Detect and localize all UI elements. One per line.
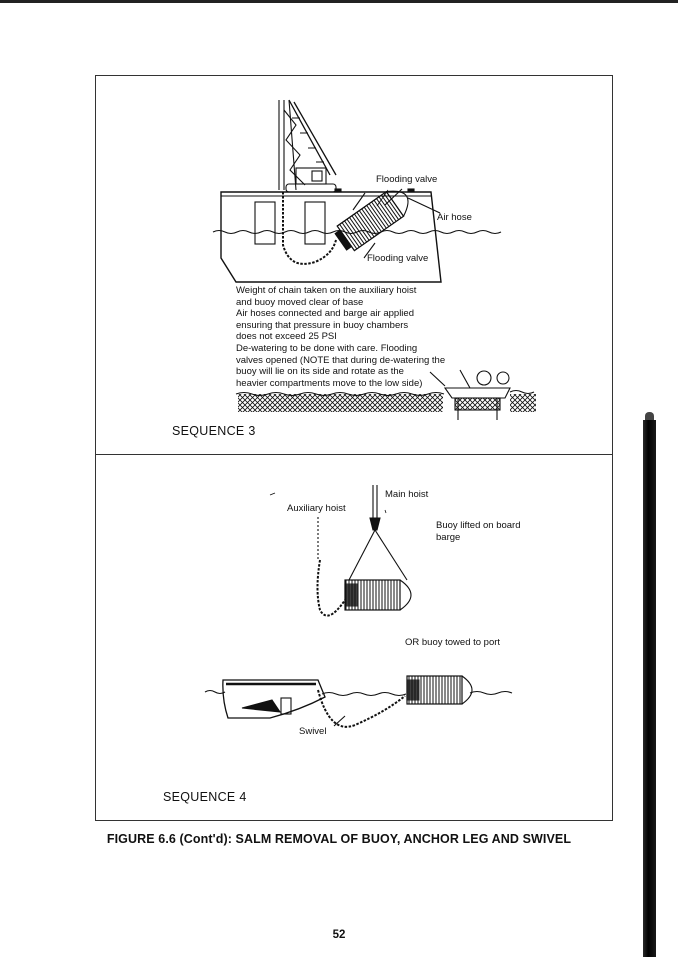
label-main-hoist: Main hoist — [385, 489, 429, 500]
sequence4-title: SEQUENCE 4 — [163, 790, 247, 804]
label-towed-to-port: OR buoy towed to port — [405, 637, 501, 648]
note-line: Weight of chain taken on the auxiliary hoist — [236, 285, 417, 296]
label-air-hose: Air hose — [437, 212, 472, 223]
tow-barge — [223, 680, 325, 718]
note-line: and buoy moved clear of base — [236, 296, 364, 308]
note-line: buoy will lie on its side and rotate as the — [236, 366, 404, 378]
note-line: Air hoses connected and barge air applied — [236, 308, 414, 320]
tow-chain — [318, 690, 405, 727]
sequence3-notes — [236, 285, 445, 389]
buoy-on-side-seq3 — [332, 184, 440, 258]
buoy-lifted-seq4 — [345, 580, 411, 610]
label-flooding-valve-bottom: Flooding valve — [367, 253, 429, 264]
figure-caption: FIGURE 6.6 (Cont'd): SALM REMOVAL OF BUOY, ANCHOR LEG AND SWIVEL — [106, 832, 572, 846]
label-flooding-valve-top: Flooding valve — [376, 174, 438, 185]
page-number: 52 — [332, 929, 346, 941]
label-buoy-lifted-line1: Buoy lifted on board — [436, 520, 521, 531]
auxiliary-hoist-line — [318, 517, 346, 616]
label-auxiliary-hoist: Auxiliary hoist — [287, 503, 346, 514]
barge-crane — [279, 100, 336, 192]
note-line: does not exceed 25 PSI — [236, 331, 337, 343]
note-line: valves opened (NOTE that during de-watering the — [236, 354, 446, 366]
anchor-chain-seq3 — [283, 192, 336, 264]
water-line-seq4 — [205, 691, 512, 696]
note-line: heavier compartments move to the low side) — [236, 377, 423, 389]
label-swivel: Swivel — [299, 726, 327, 737]
note-line: ensuring that pressure in buoy chambers — [236, 319, 409, 331]
note-line: De-watering to be done with care. Flooding — [236, 342, 418, 354]
sequence3-title: SEQUENCE 3 — [172, 424, 256, 438]
label-leaders — [270, 190, 388, 726]
label-buoy-lifted-line2: barge — [436, 532, 461, 543]
buoy-towed — [407, 676, 472, 704]
